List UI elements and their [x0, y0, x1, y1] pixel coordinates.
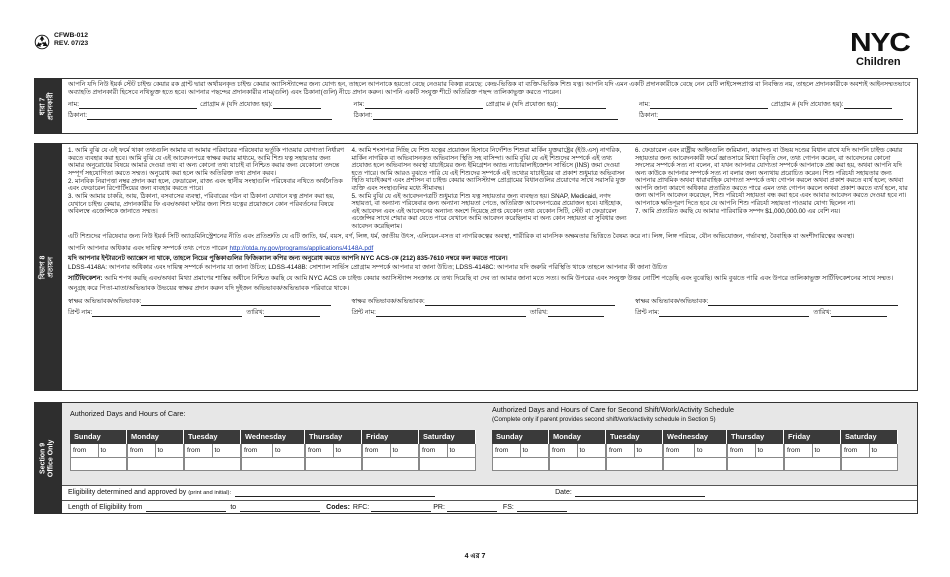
logo-subtitle: Children	[856, 55, 901, 68]
signature-label: স্বাক্ষর অভিভাবক/অভিভাবক:	[68, 298, 142, 306]
provider-program-label: প্রোগ্রাম # (যদি প্রযোজ্য হয়):	[485, 101, 559, 109]
signature-block-1	[68, 298, 344, 320]
section8-certification	[62, 143, 918, 391]
day-header: Saturday	[841, 430, 898, 444]
day-header: Monday	[549, 430, 606, 444]
day-column	[727, 430, 784, 471]
length-row	[62, 500, 917, 515]
date-field[interactable]	[264, 309, 320, 317]
certification-item: 7. আমি প্রত্যয়িত করছি যে আমার পারিবারিক সম্পদ $1,000,000.00 এর বেশি নয়।	[635, 207, 841, 215]
length-to-field[interactable]	[240, 505, 320, 512]
provider-address-label: ঠিকানা:	[639, 112, 659, 120]
to-field[interactable]: to	[214, 447, 220, 454]
section8-tab	[34, 143, 62, 391]
from-field[interactable]: from	[306, 444, 334, 457]
date-label: তারিখ:	[813, 309, 832, 317]
length-label: Length of Eligibility from	[68, 503, 143, 511]
provider-1	[68, 101, 340, 123]
authorized-hours-title: Authorized Days and Hours of Care:	[70, 409, 186, 418]
provider-name-field[interactable]	[79, 101, 197, 109]
provider-2	[354, 101, 626, 123]
certification-text: আমি শপথ করছি এবং/অথবা মিথ্যা প্রমাণের শাস্তির অধীনে নিশ্চিত করছি যে আমি NYC ACS কে চাইল্ড কেয়ার অ্যাসিস্ট্যান্স সংক্রান্ত যে তথ্য দিয়েছি বা দেব তা আমার জানা মতে সত্য। আমি উপরের এবং সংযুক্ত উত্তর নোটিশ পড়েছি এবং বুঝেছি। আমি বুঝতে পারি এবং উপরে তালিকাভুক্ত সার্টিফিকেশনের সাথে সম্মত।	[102, 275, 893, 283]
certification-item: 4. আমি শংসাপত্র দিচ্ছি যে শিশু যত্নের প্রয়োজন হিসাবে নির্দেশিত শিশুরা মার্কিন যুক্তরাষ্ট্রের (ইউ.এস) নাগরিক, মার্কিন নাগরিক বা অভিবাসনকৃত অভিবাসন স্থিতি সহ বাসিন্দা। আমি বুঝি যে এই শিশুদের সম্পর্কে এই তথ্য প্রযোজ্য হলে অভিবাসন অবস্থা যাচাইয়ের জন্য ইমিগ্রেশন অ্যান্ড ন্যাচারালাইজেশন সার্ভিসে (INS) জমা দেওয়া হতে পারে। আমি আরও বুঝতে পারি যে এই শিশুদের সম্পর্কে এই তথ্যের যাচাইয়ের বা প্রকাশ শুধুমাত্র অভিবাসন স্থিতি যাচাইকরণ এবং প্রশাসন বা চাইল্ড কেয়ার অ্যাসিস্ট্যান্স প্রোগ্রামের বিধানগুলির প্রয়োগের সাথে সরাসরি যুক্ত ব্যক্তি এবং সংস্থাগুলির মধ্যে সীমাবদ্ধ।	[351, 147, 626, 192]
day-column	[784, 430, 841, 471]
to-field[interactable]: to	[757, 447, 763, 454]
section7-tab-label: ধারা 7	[39, 97, 47, 115]
eligibility-date-label: Date:	[555, 488, 572, 496]
hours-field[interactable]	[70, 458, 127, 471]
date-label: তারিখ:	[246, 309, 265, 317]
from-field[interactable]: from	[493, 444, 521, 457]
pr-field[interactable]	[447, 505, 497, 512]
nyc-children-logo	[850, 27, 918, 69]
day-header: Wednesday	[241, 430, 305, 444]
section9-tab-sub: Office Only	[48, 439, 55, 477]
print-name-field[interactable]	[659, 309, 809, 317]
hours-field[interactable]	[784, 458, 841, 471]
day-column	[492, 430, 549, 471]
hours-field[interactable]	[606, 458, 663, 471]
day-column	[70, 430, 127, 471]
to-field[interactable]: to	[335, 447, 341, 454]
date-label: তারিখ:	[529, 309, 548, 317]
eligibility-rows	[62, 485, 917, 515]
from-field[interactable]: from	[550, 444, 578, 457]
provider-program-label: প্রোগ্রাম # (যদি প্রযোজ্য হয়):	[200, 101, 273, 109]
day-column	[305, 430, 362, 471]
to-field[interactable]: to	[392, 447, 398, 454]
day-header: Tuesday	[606, 430, 663, 444]
eligibility-date-field[interactable]	[575, 490, 705, 497]
form-revision: REV. 07/23	[54, 40, 89, 48]
provider-name-field[interactable]	[650, 101, 768, 109]
certification-label: সার্টিফিকেশন:	[68, 275, 103, 283]
from-field[interactable]: from	[842, 444, 870, 457]
signature-field[interactable]	[141, 298, 331, 306]
hours-field[interactable]	[492, 458, 549, 471]
certification-item: 5. আমি বুঝি যে এই আবেদনপত্রটি শুধুমাত্র শিশু যত্ন সহায়তার জন্য ব্যবহৃত হয়। SNAP, Medicaid, নগদ সহায়তা, বা অন্যান্য পরিষেবার জন্য অন্যান্য সহায়তা পেতে, অতিরিক্ত আবেদনপত্রের প্রয়োজন হবে। যাইহোক, এই আবেদন এবং এই আবেদনের অন্যান্য অংশে দিয়েছে প্রাপ্ত যেকোন তথ্য যেকোন সিটি, স্টেট বা ফেডারেল এজেন্সির সাথে শেয়ার করা যেতে পারে যেখানে আমি আবেদন করেছিলাম বা অন্য কোন সহায়তা বা সুবিধার জন্য আবেদন করেছিলাম।	[351, 192, 627, 230]
day-header: Wednesday	[663, 430, 727, 444]
day-column	[241, 430, 305, 471]
hours-field[interactable]	[184, 458, 241, 471]
to-field[interactable]: to	[697, 447, 703, 454]
provider-program-field[interactable]	[273, 101, 321, 109]
from-field[interactable]: from	[71, 444, 99, 457]
eligibility-field[interactable]	[235, 490, 435, 497]
from-field[interactable]: from	[420, 444, 448, 457]
print-name-field[interactable]	[376, 309, 526, 317]
length-from-field[interactable]	[146, 505, 226, 512]
eligibility-label: Eligibility determined and approved by	[68, 488, 187, 496]
from-field[interactable]: from	[242, 444, 273, 457]
day-header: Friday	[784, 430, 841, 444]
signature-field[interactable]	[425, 298, 615, 306]
certification-column-2	[352, 147, 628, 231]
certification-statement	[68, 275, 911, 283]
hours-field[interactable]	[127, 458, 184, 471]
date-field[interactable]	[831, 309, 887, 317]
section9-office-only	[62, 402, 918, 514]
section9-tab-label: Section 9	[39, 442, 47, 474]
print-name-label: প্রিন্ট নাম:	[68, 309, 93, 317]
provider-name-field[interactable]	[365, 101, 483, 109]
signature-label: স্বাক্ষর অভিভাবক/অভিভাবক:	[635, 298, 709, 306]
fs-field[interactable]	[517, 505, 567, 512]
hours-field[interactable]	[305, 458, 362, 471]
page-number: 4 এর 7	[464, 553, 486, 560]
to-field[interactable]: to	[100, 447, 106, 454]
day-column	[362, 430, 419, 471]
authorized-days-grid	[70, 430, 476, 471]
provider-program-label: প্রোগ্রাম # (যদি প্রযোজ্য হয়):	[771, 101, 844, 109]
rights-info	[68, 245, 911, 253]
section7-intro: আপনি যদি নিউ ইয়র্ক স্টেট চাইল্ড কেয়ার রক গ্রান্ট দ্বারা অর্থায়নকৃত চাইল্ড কেয়ার অ্যাসিস্ট্যান্সের জন্য যোগ্য হন, তাহলে আপনাকে হয়তো বেছে নেওয়ার বিকল্প রয়েছে: কেন্দ্র-ভিত্তিক বা ব্যক্তি-ভিত্তিক শিশু যত্ন। আপনি যদি এমন একটি প্রদানকারীকে বেছে নেন যেটি লাইসেন্সপ্রাপ্ত বা নিবন্ধিত নয়, তাহলে প্রদানকারীকে অবশ্যই আইনসম্মতভাবে অব্যাহতি প্রদানকারী হিসেবে নথিভুক্ত হতে হবে। আপনার পছন্দের প্রদানকারীর নাম(গুলি) এবং ঠিকানা(গুলি) নীচে প্রদান করুন। আপনি একটি সংযুক্ত শীটে অতিরিক্ত পছন্দ তালিকাভুক্ত করতে পারেন।	[68, 81, 911, 96]
codes-label: Codes:	[326, 503, 350, 511]
signature-label: স্বাক্ষর অভিভাবক/অভিভাবক:	[351, 298, 425, 306]
rfc-label: RFC:	[352, 503, 370, 511]
day-column	[841, 430, 898, 471]
form-code	[54, 32, 88, 49]
from-field[interactable]: from	[664, 444, 695, 457]
certification-item: 3. আমি আমার চাকরি, আয়, ঠিকানা, বসবাসের ব্যবস্থা, পরিবারের গঠন বা ঠিকানা যেখানে যত্ন প্রদান করা হয়, যেখানে চাইল্ড কেয়ার, প্রদানকারীর ফি এবং/অথবা ঘন্টার জন্য শিশু যত্নের প্রয়োজনে কোন পরিবর্তনের বিষয়ে অবিলম্বে এজেন্সিকে জানাতে সম্মত।	[68, 193, 335, 216]
to-field[interactable]: to	[522, 447, 528, 454]
date-field[interactable]	[548, 309, 604, 317]
from-field[interactable]: from	[607, 444, 635, 457]
day-column	[184, 430, 241, 471]
from-field[interactable]: from	[185, 444, 213, 457]
certification-column-3	[635, 147, 911, 231]
hours-field[interactable]	[549, 458, 606, 471]
eligibility-row	[62, 485, 917, 500]
day-header: Sunday	[70, 430, 127, 444]
length-to-label: to	[230, 503, 237, 511]
rights-prefix: আপনি আপনার অধিকার এবং দায়িত্ব সম্পর্কে তথ্য পেতে পারেন	[68, 244, 230, 252]
logo-mark: NYC	[850, 27, 910, 57]
from-field[interactable]: from	[128, 444, 156, 457]
from-field[interactable]: from	[728, 444, 756, 457]
day-header: Thursday	[305, 430, 362, 444]
fs-label: FS:	[502, 503, 514, 511]
day-header: Tuesday	[184, 430, 241, 444]
to-field[interactable]: to	[449, 447, 455, 454]
certification-item: 6. ফেডারেল এবং রাষ্ট্রীয় আইনগুলি জরিমানা, কারাদণ্ড বা উভয় দণ্ডের বিধান রাখে যদি আপনি চাইল্ড কেয়ার সহায়তার জন্য আবেদনকারী ফর্মে জ্ঞাতসারে মিথ্যা বিবৃতি দেন, তথ্য গোপন করেন, বা আবেদনের কোনো সদস্যের সম্পর্কে সত্য না বলেন, বা যখন আপনার যোগ্যতা সম্পর্কে আপনাকে প্রশ্ন করা হয়, অথবা আপনি যদি অন্য কাউকে আপনার সম্পর্কে সত্য না বলার জন্য অন্যথায় প্ররোচিত করেন। শিশু পরিচর্যা সহায়তার জন্য আপনার প্রাথমিক অথবা ধারাবাহিক যোগ্যতা সম্পর্কে তথ্য গোপন করলে অথবা প্রকাশ করতে ব্যর্থ হলে; অথবা আপনি জানা কারণে অধিকার প্রতারিত করতে পারে এমন তথ্য গোপন করলে অথবা প্রকাশ করতে ব্যর্থ হলে, যার জন্য আপনি আবেদন করেছেন, শিশু পরিচর্যা সহায়তা বন্ধ করা হবে এবং আবার আবেদন করতে দেওয়া হবে না। আপনাকে ক্ষতিপূরণ দিতে হবে যে আপনি শিশু পরিচর্যা সহায়তা পাওয়ার যোগ্য ছিলেন না।	[635, 147, 908, 207]
print-name-label: প্রিন্ট নাম:	[351, 309, 376, 317]
provider-address-label: ঠিকানা:	[353, 112, 373, 120]
second-shift-title: Authorized Days and Hours of Care for Second Shift/Work/Activity Schedule	[492, 405, 734, 414]
internet-access-note: যদি আপনার ইন্টারনেট অ্যাক্সেস না থাকে, তাহলে নিচের পুস্তিকাগুলির ফিজিক্যাল কপির জন্য অনুরোধ করতে আপনি NYC ACS-কে (212) 835-7610 নম্বরে কল করতে পারেন।	[68, 254, 508, 262]
provider-name-label: নাম:	[353, 101, 365, 109]
section7-tab-sub: প্রদানকারী	[48, 92, 55, 120]
rfc-field[interactable]	[371, 505, 431, 512]
ldss-booklets: LDSS-4148A: আপনার অধিকার এবং দায়িত্ব সম্পর্কে আপনার যা জানা উচিত; LDSS-4148B: সোশ্যাল সার্ভিস প্রোগ্রাম সম্পর্কে আপনার যা জানা উচিত; LDSS-4148C: আপনার যদি জরুরি পরিস্থিতি থাকে তাহলে আপনার কী জানা উচিত	[68, 264, 668, 272]
certification-item: 1. আমি বুঝি যে এই ফর্মে থাকা তথ্যগুলি আমার বা আমার পরিবারের পরিষেবার ভর্তুকি পাওয়ার যোগ্যতা নির্ধারণ করতে ব্যবহার করা হবে। আমি বুঝি যে এই আবেদনপত্রে স্বাক্ষর করার মাধ্যমে, আমি শিশু যত্ন সহায়তার জন্য আমার অনুরোধের বিষয়ে আমার দেওয়া তথ্য বা অন্য কোনো তথ্য যাচাই বা নিশ্চিত করার জন্য যেকোনো তদন্তে সম্পূর্ণ সহযোগিতা করতে সম্মত। অনুরোধ করা হলে আমি অতিরিক্ত তথ্য প্রদান করব।	[68, 147, 344, 177]
second-shift-days-grid	[492, 430, 898, 471]
rights-link[interactable]: http://otda.ny.gov/programs/applications/4148A.pdf	[229, 244, 374, 252]
to-field[interactable]: to	[275, 447, 281, 454]
provider-address-field[interactable]	[373, 112, 618, 120]
day-column	[663, 430, 727, 471]
signature-instruction: অনুগ্রহ করে পিতা-মাতা/অভিভাবক উভয়ের স্বাক্ষর প্রদান করুন যদি দুইজন অভিভাবক/অভিভাবক পরিবারে থাকে।	[68, 285, 350, 293]
recycle-icon	[34, 34, 50, 50]
section7-provider	[62, 78, 918, 134]
section8-tab-label: বিভাগ 8	[39, 255, 47, 279]
form-number: CFWB-012	[54, 32, 88, 39]
nondiscrimination-statement: এটি শিশুদের পরিষেবার জন্য নিউ ইয়র্ক সিটি অ্যাডমিনিস্ট্রেশনের নীতি এবং প্রতিশ্রুতি যে এটি জাতি, ধর্ম, বয়স, বর্ণ, লিঙ্গ, ধর্ম, জাতীয় উৎস, এলিয়েন-বসত বা নাগরিকত্বের অবস্থা, শারীরিক বা মানসিক অক্ষমতার ভিত্তিতে বৈষম্য করে না। লিঙ্গ, লিঙ্গ পরিচয়, যৌন অভিযোজন, গর্ভাবস্থা, বৈবাহিক বা অংশীদারিত্বের অবস্থা।	[68, 233, 855, 241]
signature-field[interactable]	[708, 298, 898, 306]
print-name-field[interactable]	[92, 309, 242, 317]
signature-block-2	[352, 298, 628, 320]
provider-3	[639, 101, 911, 123]
section7-tab	[34, 78, 62, 134]
section9-tab	[34, 402, 62, 514]
section8-tab-sub: প্রত্যয়ন	[47, 256, 55, 278]
to-field[interactable]: to	[636, 447, 642, 454]
from-field[interactable]: from	[363, 444, 391, 457]
certification-column-1	[68, 147, 344, 231]
day-column	[549, 430, 606, 471]
day-header: Thursday	[727, 430, 784, 444]
to-field[interactable]: to	[579, 447, 585, 454]
provider-address-field[interactable]	[87, 112, 332, 120]
provider-program-field[interactable]	[558, 101, 606, 109]
day-header: Sunday	[492, 430, 549, 444]
print-name-label: প্রিন্ট নাম:	[635, 309, 660, 317]
to-field[interactable]: to	[157, 447, 163, 454]
day-header: Friday	[362, 430, 419, 444]
provider-program-field[interactable]	[844, 101, 892, 109]
provider-address-label: ঠিকানা:	[68, 112, 88, 120]
certification-item: 2. মানবিক নিরাপত্তা নম্বর প্রদান করা হলে, ফেডারেল, রাজ্য এবং স্থানীয় সংস্থাগুলি পরিষেবার নথিতে অর্থনৈতিক এবং ফেডারেল রিপোর্টিংয়ের জন্য ব্যবহার করতে পারে।	[68, 177, 343, 193]
day-column	[419, 430, 476, 471]
hours-field[interactable]	[663, 458, 727, 471]
day-header: Saturday	[419, 430, 476, 444]
day-header: Monday	[127, 430, 184, 444]
second-shift-subtitle: (Complete only if parent provides second shift/work/activity schedule in Section 5)	[492, 416, 716, 423]
hours-field[interactable]	[727, 458, 784, 471]
pr-label: PR:	[433, 503, 445, 511]
eligibility-note: (print and initial):	[188, 489, 232, 496]
to-field[interactable]: to	[871, 447, 877, 454]
provider-name-label: নাম:	[639, 101, 650, 109]
hours-field[interactable]	[419, 458, 476, 471]
signature-block-3	[635, 298, 911, 320]
to-field[interactable]: to	[814, 447, 820, 454]
from-field[interactable]: from	[785, 444, 813, 457]
provider-address-field[interactable]	[658, 112, 903, 120]
hours-field[interactable]	[362, 458, 419, 471]
day-column	[606, 430, 663, 471]
day-column	[127, 430, 184, 471]
hours-field[interactable]	[841, 458, 898, 471]
hours-field[interactable]	[241, 458, 305, 471]
provider-name-label: নাম:	[68, 101, 79, 109]
